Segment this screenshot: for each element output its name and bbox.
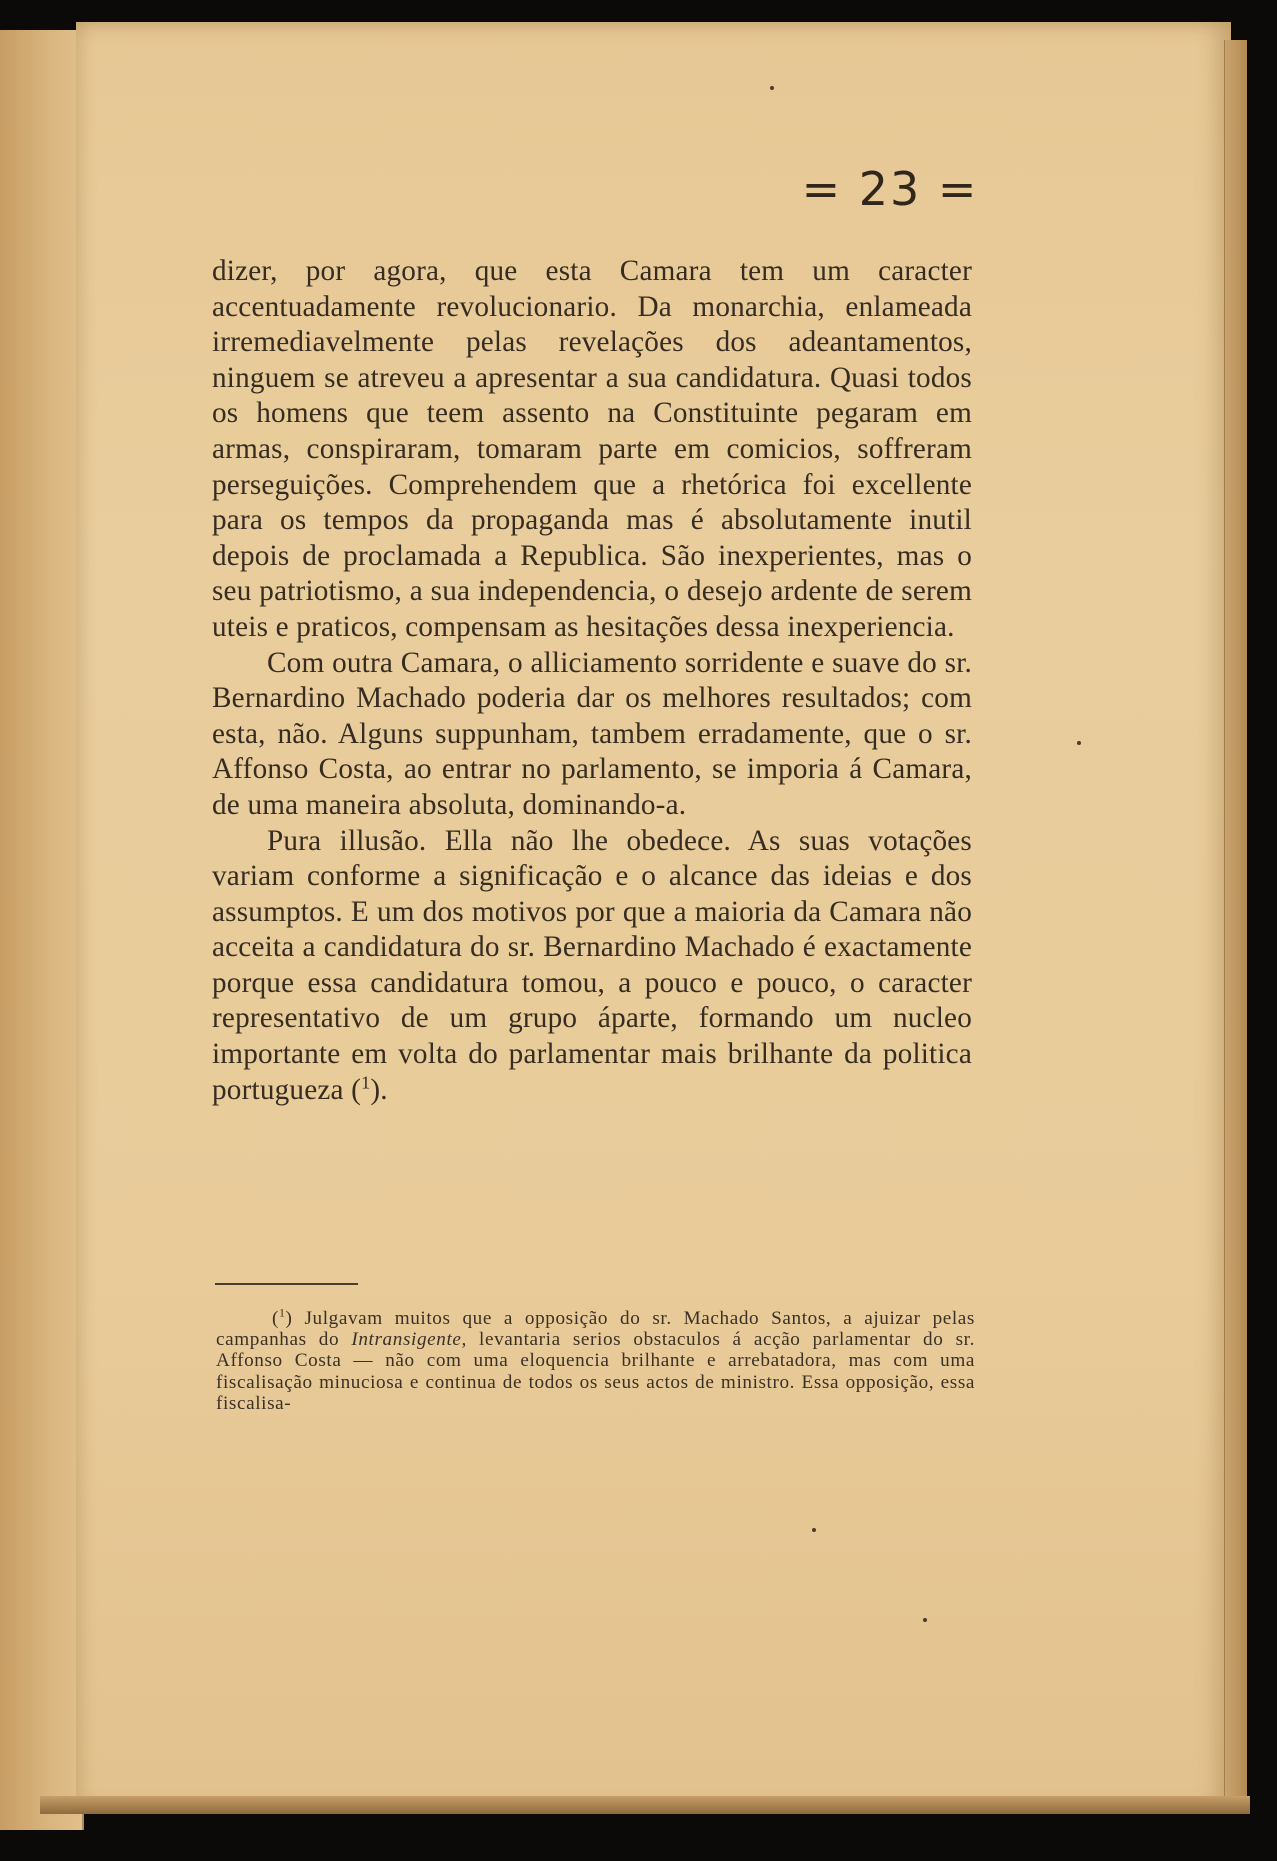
footnote-text-start: Julgavam muitos que a opposição do sr. Machado Santos, a ajuizar pelas campanhas do <box>216 1308 975 1351</box>
page-bottom-edge <box>40 1796 1250 1814</box>
facing-page-edge <box>0 30 84 1830</box>
footnote-divider <box>215 1283 358 1285</box>
footnote <box>216 1305 976 1414</box>
paper-speck <box>923 1618 927 1622</box>
page-number: = 23 = <box>801 162 979 216</box>
paragraph-3 <box>212 824 972 1109</box>
page-stack-edge <box>1224 40 1247 1810</box>
paragraph-3-end: ). <box>370 1073 388 1106</box>
paragraph-1: dizer, por agora, que esta Camara tem um caracter accentuadamente revolucionario. Da monarchia, enlameada irremediavelmente pelas revelações dos adeantamentos, ninguem se atreveu a apresentar a sua candidatura. Quasi todos os homens que teem assento na Constituinte pegaram em armas, conspiraram, tomaram parte em comicios, soffreram perseguições. Comprehendem que a rhetórica foi excellente para os tempos da propaganda mas é absolutamente inutil depois de proclamada a Republica. São inexperientes, mas o seu patriotismo, a sua independencia, o desejo ardente de serem uteis e praticos, compensam as hesitações dessa inexperiencia. <box>212 255 972 643</box>
footnote-reference: 1 <box>361 1071 371 1092</box>
paper-speck <box>1077 741 1081 745</box>
footnote-paragraph: ($^1$) Julgavam muitos que a opposição do sr. Machado Santos, a ajuizar pelas campanhas do Intransigente, levantaria serios obstaculos á acção parlamentar do sr. Affonso Costa — não com uma eloquencia brilhante e arrebatadora, mas com uma fiscalisação minuciosa e continua de todos os seus actos de ministro. Essa opposição, essa fiscalisa- <box>216 1305 976 1414</box>
footnote-marker: 1 <box>279 1305 286 1320</box>
footnote-text-end: levantaria serios obstaculos á acção parlamentar do sr. Affonso Costa — não com uma eloquencia brilhante e arrebatadora, mas com uma fiscalisação minuciosa e continua de todos os seus actos de ministro. Essa opposição, essa fiscalisa- <box>216 1329 976 1414</box>
paragraph-3-text: Pura illusão. Ella não lhe obedece. As suas votações variam conforme a significação e o alcance das ideias e dos assumptos. E um dos motivos por que a maioria da Camara não acceita a candidatura do sr. Bernardino Machado é exactamente porque essa candidatura tomou, a pouco e pouco, o caracter representativo de um grupo áparte, formando um nucleo importante em volta do parlamentar mais brilhante da politica portugueza ( <box>212 824 972 1106</box>
paper-speck <box>812 1528 816 1532</box>
paper-speck <box>770 86 774 90</box>
body-text <box>212 254 972 1108</box>
paragraph-2: Com outra Camara, o alliciamento sorridente e suave do sr. Bernardino Machado poderia dar os melhores resultados; com esta, não. Alguns suppunham, tambem erradamente, que o sr. Affonso Costa, ao entrar no parlamento, se imporia á Camara, de uma maneira absoluta, dominando-a. <box>212 646 972 821</box>
footnote-italic-title: Intransigente, <box>351 1329 467 1351</box>
